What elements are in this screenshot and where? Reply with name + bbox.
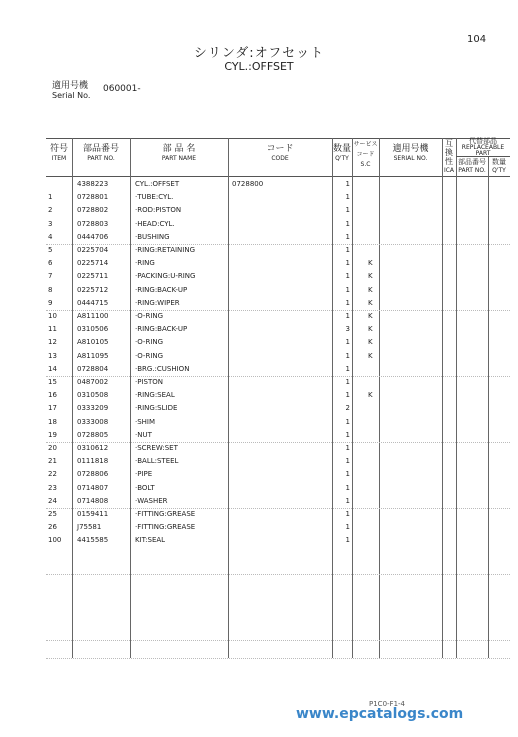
table-row bbox=[46, 429, 510, 442]
header-qty: 数量 Q'TY bbox=[332, 144, 351, 162]
table-row bbox=[46, 231, 510, 244]
table-row bbox=[46, 323, 510, 336]
qty-cell: 1 bbox=[345, 430, 350, 439]
qty-cell: 1 bbox=[345, 523, 350, 532]
part-name-cell: ·O-RING bbox=[135, 338, 164, 347]
row-separator bbox=[46, 574, 510, 575]
part-name-cell: ·HEAD:CYL. bbox=[135, 219, 175, 228]
qty-cell: 1 bbox=[345, 193, 350, 202]
part-no-cell: 0728804 bbox=[77, 364, 109, 373]
item-cell: 7 bbox=[48, 272, 53, 281]
table-row bbox=[46, 455, 510, 468]
qty-cell: 1 bbox=[345, 272, 350, 281]
service-code-cell: K bbox=[368, 391, 373, 400]
page-title-jp: シリンダ:オフセット bbox=[193, 46, 325, 61]
qty-cell: 1 bbox=[345, 232, 350, 241]
part-no-cell: 0728802 bbox=[77, 206, 109, 215]
table-row bbox=[46, 376, 510, 389]
qty-cell: 1 bbox=[345, 219, 350, 228]
header-rep-part-no: 部品番号 PART NO. bbox=[458, 158, 486, 174]
part-no-cell: 4415585 bbox=[77, 536, 109, 545]
part-no-cell: 0728806 bbox=[77, 470, 109, 479]
table-row bbox=[46, 389, 510, 402]
qty-cell: 1 bbox=[345, 470, 350, 479]
qty-cell: 1 bbox=[345, 496, 350, 505]
header-part-name: 部 品 名 PART NAME bbox=[161, 144, 197, 162]
header-part-no: 部品番号 PART NO. bbox=[82, 144, 119, 162]
qty-cell: 1 bbox=[345, 180, 350, 188]
row-separator bbox=[46, 640, 510, 641]
part-name-cell: ·RING:RETAINING bbox=[135, 246, 196, 254]
table-row bbox=[46, 508, 510, 521]
qty-cell: 1 bbox=[345, 312, 350, 320]
qty-cell: 1 bbox=[345, 483, 350, 492]
serial-value: 060001- bbox=[103, 84, 141, 94]
qty-cell: 1 bbox=[345, 338, 350, 347]
part-no-cell: 0487002 bbox=[77, 378, 109, 386]
qty-cell: 1 bbox=[345, 246, 350, 254]
qty-cell: 1 bbox=[345, 285, 350, 294]
table-row bbox=[46, 257, 510, 270]
header-ica: 互換性 ICA bbox=[443, 139, 455, 174]
part-name-cell: ·SCREW:SET bbox=[135, 444, 178, 452]
part-no-cell: 0728803 bbox=[77, 219, 109, 228]
service-code-cell: K bbox=[368, 259, 373, 268]
part-no-cell: 0728801 bbox=[77, 193, 109, 202]
page-number: 104 bbox=[467, 34, 487, 45]
part-no-cell: 0333209 bbox=[77, 404, 109, 413]
item-cell: 22 bbox=[48, 470, 57, 479]
table-row bbox=[46, 521, 510, 534]
item-cell: 8 bbox=[48, 285, 53, 294]
part-no-cell: 0225704 bbox=[77, 246, 109, 254]
part-no-cell: J75581 bbox=[77, 523, 102, 532]
part-no-cell: 0225714 bbox=[77, 259, 109, 268]
qty-cell: 1 bbox=[345, 259, 350, 268]
header-replaceable: 代替部品 REPLACEABLE PART bbox=[461, 137, 505, 157]
row-separator bbox=[46, 442, 510, 443]
service-code-cell: K bbox=[368, 338, 373, 347]
item-cell: 23 bbox=[48, 483, 57, 492]
table-row bbox=[46, 178, 510, 191]
qty-cell: 1 bbox=[345, 510, 350, 518]
part-no-cell: 4388223 bbox=[77, 180, 109, 188]
part-name-cell: ·PISTON bbox=[135, 378, 163, 386]
table-row bbox=[46, 244, 510, 257]
item-cell: 16 bbox=[48, 391, 57, 400]
service-code-cell: K bbox=[368, 312, 373, 320]
header-service-code: サービス コード S.C bbox=[353, 141, 378, 168]
part-name-cell: ·BUSHING bbox=[135, 232, 170, 241]
part-no-cell: 0310506 bbox=[77, 325, 109, 334]
item-cell: 3 bbox=[48, 219, 53, 228]
qty-cell: 1 bbox=[345, 457, 350, 466]
part-name-cell: ·RING:BACK-UP bbox=[135, 325, 188, 334]
page-title-en: CYL.:OFFSET bbox=[224, 60, 294, 73]
table-row bbox=[46, 350, 510, 363]
qty-cell: 1 bbox=[345, 391, 350, 400]
item-cell: 13 bbox=[48, 351, 57, 360]
qty-cell: 1 bbox=[345, 444, 350, 452]
table-row bbox=[46, 482, 510, 495]
part-name-cell: ·RING:SLIDE bbox=[135, 404, 178, 413]
item-cell: 18 bbox=[48, 417, 57, 426]
part-name-cell: ·O-RING bbox=[135, 312, 164, 320]
table-row bbox=[46, 297, 510, 310]
table-row bbox=[46, 310, 510, 323]
watermark: www.epcatalogs.com bbox=[296, 706, 464, 722]
serial-label-jp: 適用号機 bbox=[52, 81, 89, 91]
part-name-cell: ·SHIM bbox=[135, 417, 156, 426]
part-no-cell: 0159411 bbox=[77, 510, 109, 518]
row-separator bbox=[46, 244, 510, 245]
part-no-cell: A810105 bbox=[77, 338, 109, 347]
part-name-cell: ·NUT bbox=[135, 430, 152, 439]
qty-cell: 3 bbox=[345, 325, 350, 334]
part-name-cell: ·RING:WIPER bbox=[135, 298, 180, 307]
service-code-cell: K bbox=[368, 298, 373, 307]
part-name-cell: ·RING:SEAL bbox=[135, 391, 175, 400]
qty-cell: 1 bbox=[345, 298, 350, 307]
qty-cell: 1 bbox=[345, 364, 350, 373]
table-row bbox=[46, 191, 510, 204]
service-code-cell: K bbox=[368, 351, 373, 360]
qty-cell: 2 bbox=[345, 404, 350, 413]
part-name-cell: ·RING bbox=[135, 259, 155, 268]
item-cell: 4 bbox=[48, 232, 53, 241]
service-code-cell: K bbox=[368, 285, 373, 294]
qty-cell: 1 bbox=[345, 206, 350, 215]
item-cell: 24 bbox=[48, 496, 57, 505]
part-name-cell: ·TUBE:CYL. bbox=[135, 193, 174, 202]
part-no-cell: A811100 bbox=[77, 312, 109, 320]
item-cell: 10 bbox=[48, 312, 57, 320]
part-no-cell: 0225712 bbox=[77, 285, 109, 294]
item-cell: 14 bbox=[48, 364, 57, 373]
part-no-cell: 0225711 bbox=[77, 272, 109, 281]
part-name-cell: ·ROD:PISTON bbox=[135, 206, 182, 215]
part-name-cell: ·FITTING:GREASE bbox=[135, 523, 196, 532]
table-row bbox=[46, 534, 510, 547]
part-name-cell: ·BALL:STEEL bbox=[135, 457, 179, 466]
table-row bbox=[46, 270, 510, 283]
item-cell: 12 bbox=[48, 338, 57, 347]
part-no-cell: 0444706 bbox=[77, 232, 109, 241]
table-row bbox=[46, 495, 510, 508]
table-row bbox=[46, 284, 510, 297]
part-no-cell: 0444715 bbox=[77, 298, 109, 307]
row-separator bbox=[46, 310, 510, 311]
part-name-cell: ·PACKING:U-RING bbox=[135, 272, 196, 281]
part-no-cell: 0310508 bbox=[77, 391, 109, 400]
table-row bbox=[46, 218, 510, 231]
footer-code: P1C0-F1-4 bbox=[369, 700, 406, 708]
table-row bbox=[46, 416, 510, 429]
item-cell: 1 bbox=[48, 193, 53, 202]
item-cell: 9 bbox=[48, 298, 53, 307]
qty-cell: 1 bbox=[345, 536, 350, 545]
item-cell: 100 bbox=[48, 536, 62, 545]
qty-cell: 1 bbox=[345, 417, 350, 426]
header-item: 符号 ITEM bbox=[49, 144, 68, 162]
table-row bbox=[46, 468, 510, 481]
part-name-cell: ·BOLT bbox=[135, 483, 155, 492]
part-no-cell: 0728805 bbox=[77, 430, 109, 439]
part-name-cell: ·O-RING bbox=[135, 351, 164, 360]
row-separator bbox=[46, 376, 510, 377]
item-cell: 19 bbox=[48, 430, 57, 439]
part-no-cell: 0310612 bbox=[77, 444, 109, 452]
part-no-cell: 0714808 bbox=[77, 496, 109, 505]
service-code-cell: K bbox=[368, 272, 373, 281]
table-row bbox=[46, 363, 510, 376]
table-row bbox=[46, 402, 510, 415]
item-cell: 20 bbox=[48, 444, 57, 452]
header-code: コード CODE bbox=[266, 144, 294, 162]
part-name-cell: ·BRG.:CUSHION bbox=[135, 364, 190, 373]
qty-cell: 1 bbox=[345, 378, 350, 386]
item-cell: 26 bbox=[48, 523, 57, 532]
item-cell: 25 bbox=[48, 510, 57, 518]
part-name-cell: KIT:SEAL bbox=[135, 536, 166, 545]
item-cell: 6 bbox=[48, 259, 53, 268]
part-name-cell: ·FITTING:GREASE bbox=[135, 510, 196, 518]
row-separator bbox=[46, 508, 510, 509]
part-no-cell: 0111818 bbox=[77, 457, 109, 466]
parts-table bbox=[46, 138, 510, 658]
serial-label-en: Serial No. bbox=[52, 91, 91, 100]
table-row bbox=[46, 442, 510, 455]
table-row bbox=[46, 204, 510, 217]
part-name-cell: ·PIPE bbox=[135, 470, 153, 479]
table-row bbox=[46, 336, 510, 349]
item-cell: 17 bbox=[48, 404, 57, 413]
item-cell: 5 bbox=[48, 246, 53, 254]
header-rep-qty: 数量 Q'TY bbox=[492, 158, 506, 174]
item-cell: 21 bbox=[48, 457, 57, 466]
part-no-cell: 0333008 bbox=[77, 417, 109, 426]
item-cell: 15 bbox=[48, 378, 57, 386]
part-name-cell: ·WASHER bbox=[135, 496, 168, 505]
item-cell: 11 bbox=[48, 325, 57, 334]
item-cell: 2 bbox=[48, 206, 53, 215]
part-no-cell: A811095 bbox=[77, 351, 109, 360]
part-no-cell: 0714807 bbox=[77, 483, 109, 492]
service-code-cell: K bbox=[368, 325, 373, 334]
code-cell: 0728800 bbox=[232, 180, 264, 188]
part-name-cell: ·RING:BACK-UP bbox=[135, 285, 188, 294]
header-serial-no: 適用号機 SERIAL NO. bbox=[392, 144, 429, 162]
part-name-cell: CYL.:OFFSET bbox=[135, 180, 180, 188]
qty-cell: 1 bbox=[345, 351, 350, 360]
